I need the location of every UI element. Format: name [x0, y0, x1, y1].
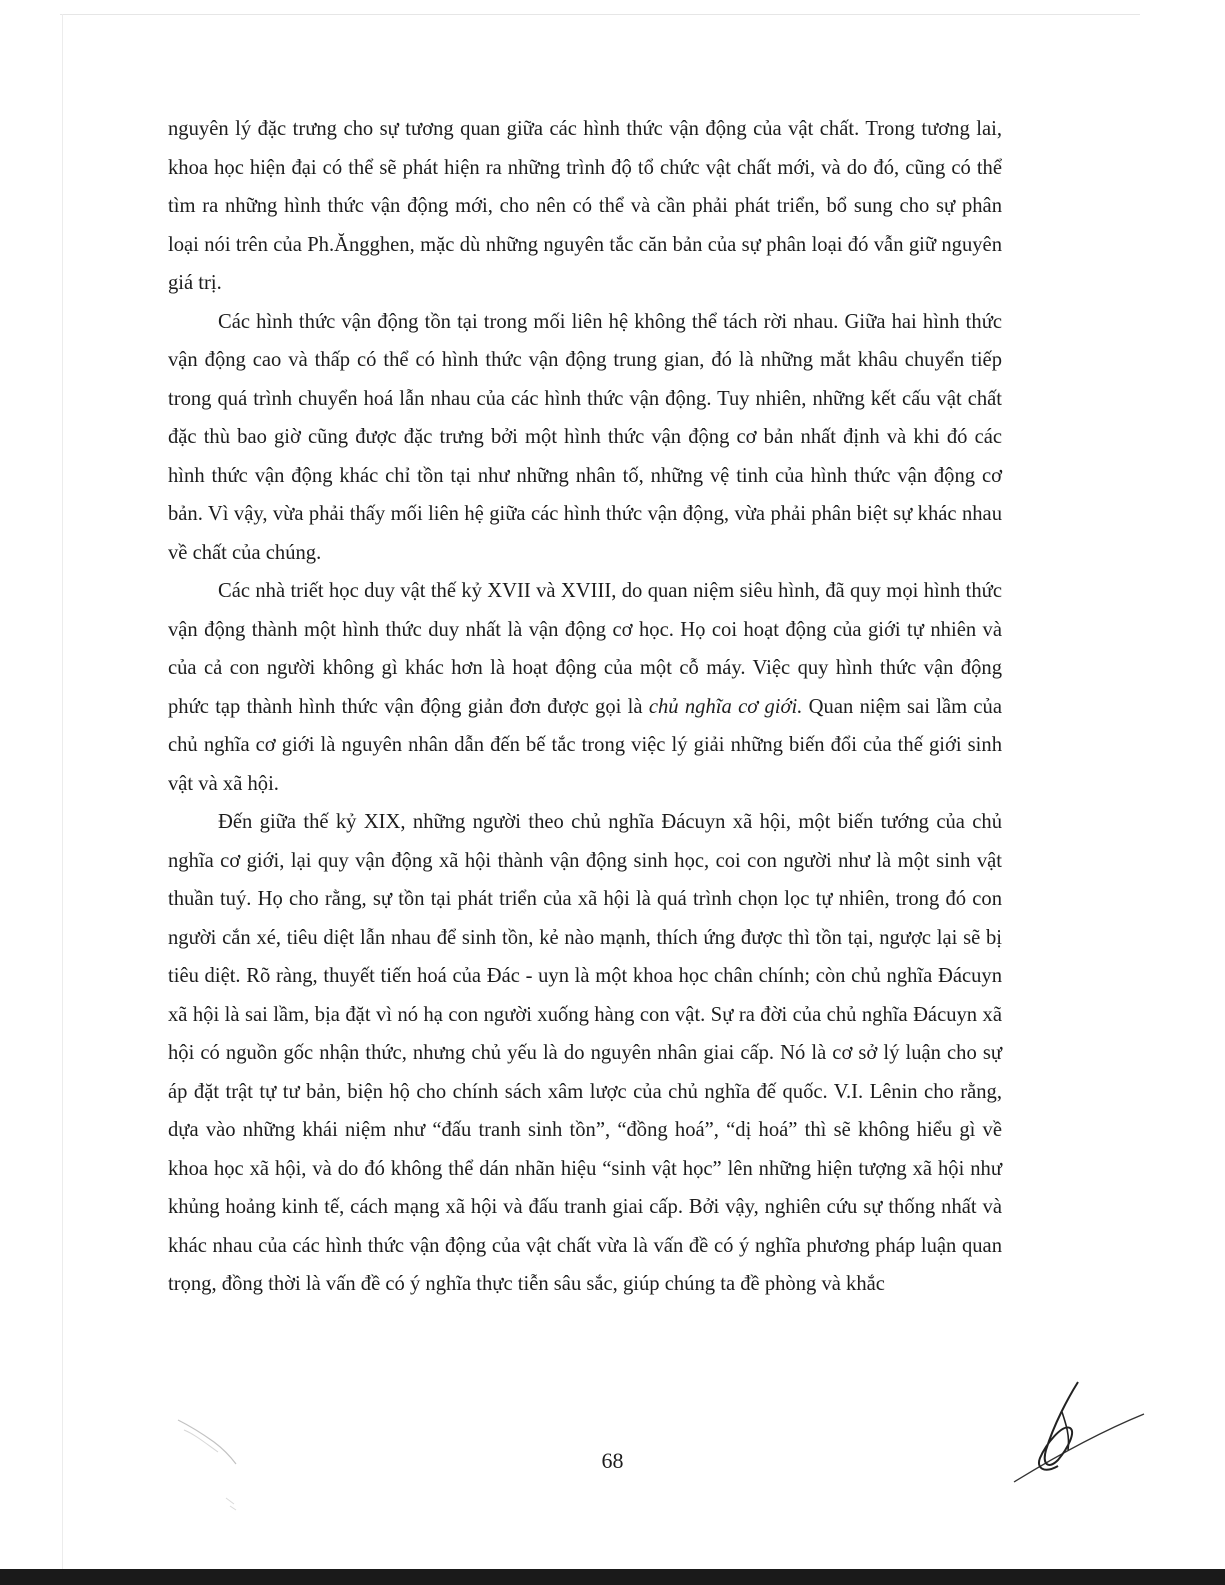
paragraph-3-text-after: Quan niệm sai lầm của chủ nghĩa cơ giới là nguyên nhân dẫn đến bế tắc trong việc lý giải những biến đổi của thế giới sinh vật và xã hội.	[168, 695, 1002, 795]
paragraph-1: nguyên lý đặc trưng cho sự tương quan giữa các hình thức vận động của vật chất. Trong tương lai, khoa học hiện đại có thể sẽ phát hiện ra những trình độ tổ chức vật chất mới, và do đó, cũng có thể tìm ra những hình thức vận động mới, cho nên có thể và cần phải phát triển, bổ sung cho sự phân loại nói trên của Ph.Ăngghen, mặc dù những nguyên tắc căn bản của sự phân loại đó vẫn giữ nguyên giá trị.	[168, 118, 1002, 294]
paragraph-4: Đến giữa thế kỷ XIX, những người theo chủ nghĩa Đácuyn xã hội, một biến tướng của chủ nghĩa cơ giới, lại quy vận động xã hội thành vận động sinh học, coi con người như là một sinh vật thuần tuý. Họ cho rằng, sự tồn tại phát triển của xã hội là quá trình chọn lọc tự nhiên, trong đó con người cắn xé, tiêu diệt lẫn nhau để sinh tồn, kẻ nào mạnh, thích ứng được thì tồn tại, ngược lại sẽ bị tiêu diệt. Rõ ràng, thuyết tiến hoá của Đác - uyn là một khoa học chân chính; còn chủ nghĩa Đácuyn xã hội là sai lầm, bịa đặt vì nó hạ con người xuống hàng con vật. Sự ra đời của chủ nghĩa Đácuyn xã hội có nguồn gốc nhận thức, nhưng chủ yếu là do nguyên nhân giai cấp. Nó là cơ sở lý luận cho sự áp đặt trật tự tư bản, biện hộ cho chính sách xâm lược của chủ nghĩa đế quốc. V.I. Lênin cho rằng, dựa vào những khái niệm như “đấu tranh sinh tồn”, “đồng hoá”, “dị hoá” thì sẽ không hiểu gì về khoa học xã hội, và do đó không thể dán nhãn hiệu “sinh vật học” lên những hiện tượng xã hội như khủng hoảng kinh tế, cách mạng xã hội và đấu tranh giai cấp. Bởi vậy, nghiên cứu sự thống nhất và khác nhau của các hình thức vận động của vật chất vừa là vấn đề có ý nghĩa phương pháp luận quan trọng, đồng thời là vấn đề có ý nghĩa thực tiễn sâu sắc, giúp chúng ta đề phòng và khắc	[168, 811, 1002, 1295]
scan-edge-top	[60, 14, 1140, 15]
paragraph-2: Các hình thức vận động tồn tại trong mối liên hệ không thể tách rời nhau. Giữa hai hình thức vận động cao và thấp có thể có hình thức vận động trung gian, đó là những mắt khâu chuyển tiếp trong quá trình chuyển hoá lẫn nhau của các hình thức vận động. Tuy nhiên, những kết cấu vật chất đặc thù bao giờ cũng được đặc trưng bởi một hình thức vận động cơ bản nhất định và khi đó các hình thức vận động khác chỉ tồn tại như những nhân tố, những vệ tinh của hình thức vận động cơ bản. Vì vậy, vừa phải thấy mối liên hệ giữa các hình thức vận động, vừa phải phân biệt sự khác nhau về chất của chúng.	[168, 310, 1002, 564]
scan-edge-bottom	[0, 1569, 1225, 1585]
paragraph-3-text-before: Các nhà triết học duy vật thế kỷ XVII và XVIII, do quan niệm siêu hình, đã quy mọi hình thức vận động thành một hình thức duy nhất là vận động cơ học. Họ coi hoạt động của giới tự nhiên và của cả con người không gì khác hơn là hoạt động của một cỗ máy. Việc quy hình thức vận động phức tạp thành hình thức vận động giản đơn được gọi là	[168, 580, 1002, 718]
handwritten-signature	[1000, 1378, 1150, 1488]
pencil-smudge-mark	[170, 1412, 260, 1522]
paragraph-3	[168, 572, 1002, 803]
paragraph-3-italic-term: chủ nghĩa cơ giới.	[648, 695, 803, 718]
page-number: 68	[601, 1448, 624, 1473]
body-text	[168, 110, 1002, 1304]
scan-edge-left	[62, 14, 63, 1569]
